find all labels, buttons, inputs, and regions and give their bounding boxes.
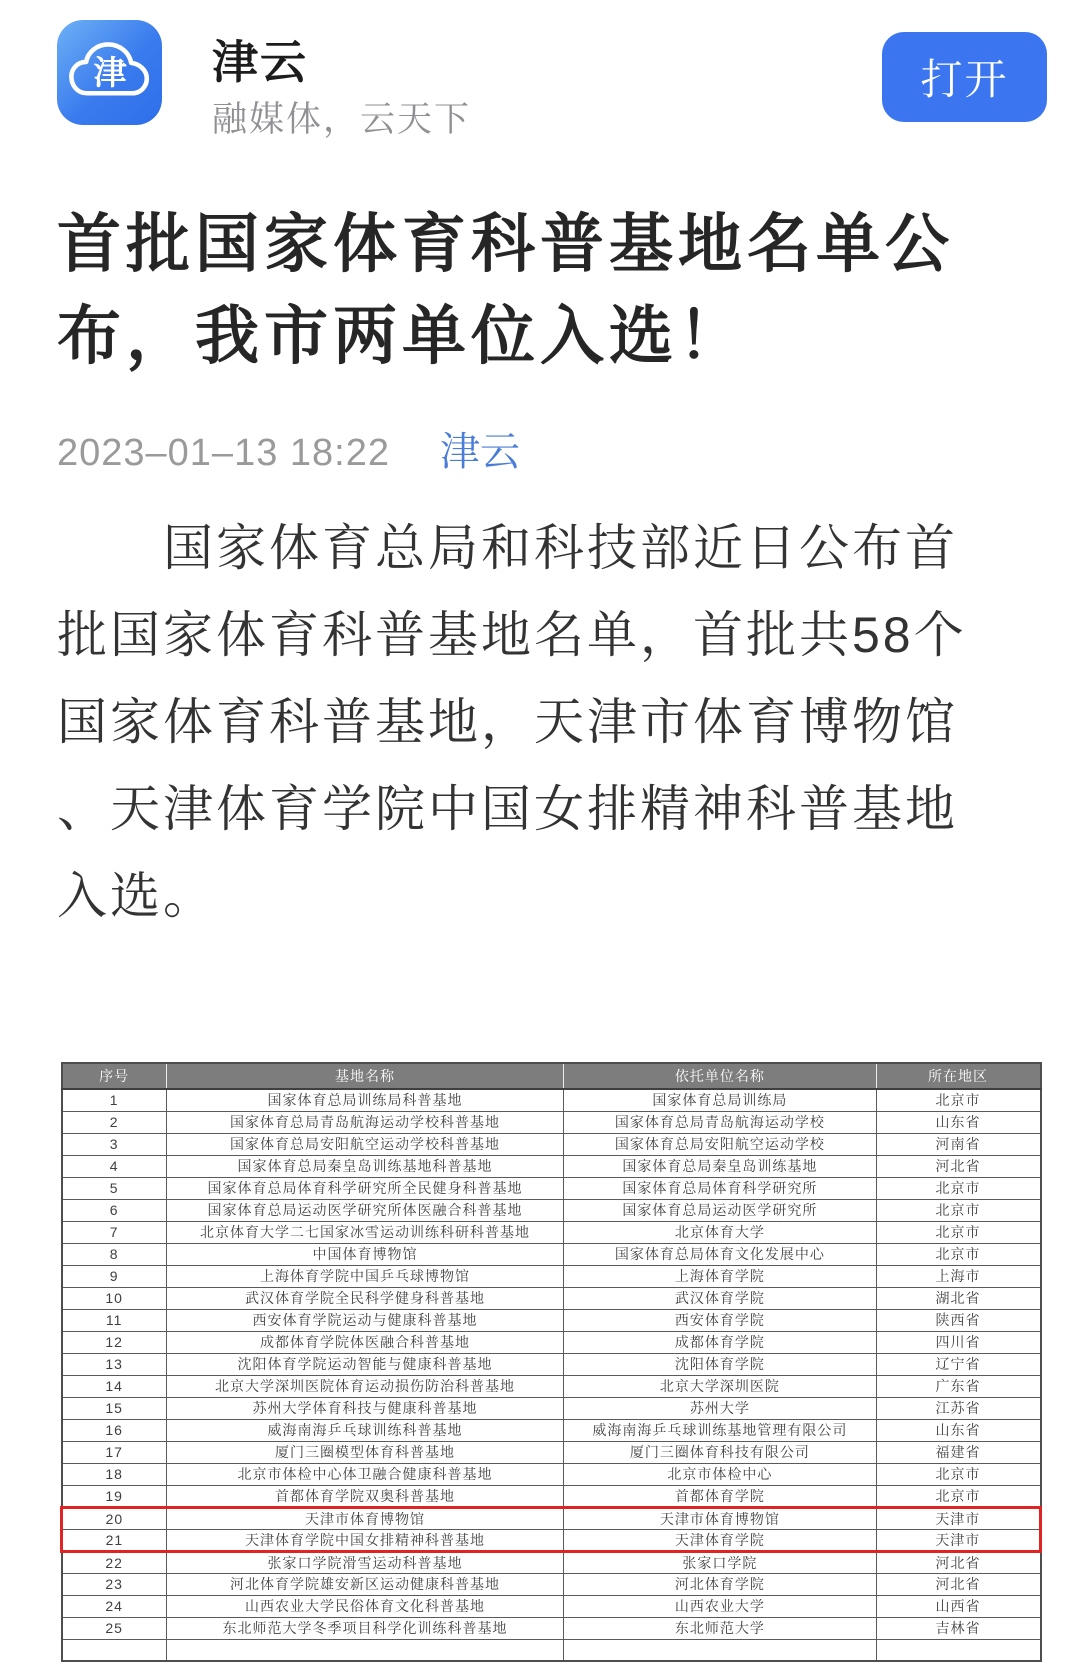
cell-index: 22	[62, 1551, 167, 1573]
cell-index: 4	[62, 1155, 167, 1177]
cell-base-name: 国家体育总局体育科学研究所全民健身科普基地	[166, 1177, 563, 1199]
cell-region: 辽宁省	[876, 1353, 1040, 1375]
cell-region: 福建省	[876, 1441, 1040, 1463]
cell-unit-name: 上海体育学院	[564, 1265, 876, 1287]
table-row	[62, 1507, 1041, 1529]
cell-base-name: 威海南海乒乓球训练科普基地	[166, 1419, 563, 1441]
cell-unit-name: 沈阳体育学院	[564, 1353, 876, 1375]
cell-unit-name	[564, 1639, 876, 1661]
cell-region: 陕西省	[876, 1309, 1040, 1331]
cell-index	[62, 1639, 167, 1661]
table-row	[62, 1199, 1041, 1221]
cell-base-name: 厦门三圈模型体育科普基地	[166, 1441, 563, 1463]
cell-index: 18	[62, 1463, 167, 1485]
cell-unit-name: 苏州大学	[564, 1397, 876, 1419]
header-region: 所在地区	[876, 1063, 1040, 1089]
cell-index: 15	[62, 1397, 167, 1419]
cell-unit-name: 北京市体检中心	[564, 1463, 876, 1485]
cloud-icon	[64, 27, 156, 119]
cell-index: 5	[62, 1177, 167, 1199]
app-tagline: 融媒体，云天下	[212, 100, 472, 139]
cell-unit-name: 国家体育总局运动医学研究所	[564, 1199, 876, 1221]
cell-index: 24	[62, 1595, 167, 1617]
cell-unit-name: 张家口学院	[564, 1551, 876, 1573]
cell-base-name: 国家体育总局秦皇岛训练基地科普基地	[166, 1155, 563, 1177]
cell-base-name: 国家体育总局训练局科普基地	[166, 1089, 563, 1111]
cell-region: 天津市	[876, 1507, 1040, 1529]
cell-index: 6	[62, 1199, 167, 1221]
header-index: 序号	[62, 1063, 167, 1089]
cell-region: 北京市	[876, 1089, 1040, 1111]
table-row	[62, 1573, 1041, 1595]
cell-unit-name: 国家体育总局秦皇岛训练基地	[564, 1155, 876, 1177]
cell-index: 17	[62, 1441, 167, 1463]
cell-unit-name: 国家体育总局训练局	[564, 1089, 876, 1111]
cell-unit-name: 东北师范大学	[564, 1617, 876, 1639]
table-row	[62, 1287, 1041, 1309]
cell-base-name: 上海体育学院中国乒乓球博物馆	[166, 1265, 563, 1287]
cell-index: 23	[62, 1573, 167, 1595]
cell-region: 广东省	[876, 1375, 1040, 1397]
cell-index: 25	[62, 1617, 167, 1639]
source-link[interactable]: 津云	[440, 430, 520, 474]
open-app-button[interactable]: 打开	[882, 32, 1047, 122]
article-meta	[57, 420, 520, 477]
jinyun-app-icon	[57, 20, 162, 125]
cell-region: 吉林省	[876, 1617, 1040, 1639]
cell-region: 上海市	[876, 1265, 1040, 1287]
cell-base-name: 国家体育总局运动医学研究所体医融合科普基地	[166, 1199, 563, 1221]
cell-base-name: 天津市体育博物馆	[166, 1507, 563, 1529]
cell-base-name: 沈阳体育学院运动智能与健康科普基地	[166, 1353, 563, 1375]
cell-region: 河北省	[876, 1551, 1040, 1573]
cell-unit-name: 国家体育总局青岛航海运动学校	[564, 1111, 876, 1133]
cell-base-name: 东北师范大学冬季项目科学化训练科普基地	[166, 1617, 563, 1639]
table-row	[62, 1243, 1041, 1265]
table-row	[62, 1551, 1041, 1573]
cell-region	[876, 1639, 1040, 1661]
cell-index: 20	[62, 1507, 167, 1529]
cell-region: 河南省	[876, 1133, 1040, 1155]
cell-base-name: 天津体育学院中国女排精神科普基地	[166, 1529, 563, 1551]
cell-region: 山东省	[876, 1419, 1040, 1441]
cell-index: 9	[62, 1265, 167, 1287]
table-row	[62, 1441, 1041, 1463]
cell-base-name: 张家口学院滑雪运动科普基地	[166, 1551, 563, 1573]
table-row	[62, 1221, 1041, 1243]
cell-index: 7	[62, 1221, 167, 1243]
cell-base-name: 国家体育总局青岛航海运动学校科普基地	[166, 1111, 563, 1133]
cell-index: 19	[62, 1485, 167, 1507]
table-row	[62, 1617, 1041, 1639]
cell-unit-name: 山西农业大学	[564, 1595, 876, 1617]
table-row	[62, 1375, 1041, 1397]
cell-region: 北京市	[876, 1485, 1040, 1507]
cell-unit-name: 武汉体育学院	[564, 1287, 876, 1309]
cell-region: 山西省	[876, 1595, 1040, 1617]
table-row	[62, 1463, 1041, 1485]
table-row-partial	[62, 1639, 1041, 1661]
cell-unit-name: 国家体育总局体育文化发展中心	[564, 1243, 876, 1265]
header-base-name: 基地名称	[166, 1063, 563, 1089]
cell-base-name: 北京市体检中心体卫融合健康科普基地	[166, 1463, 563, 1485]
cell-base-name: 山西农业大学民俗体育文化科普基地	[166, 1595, 563, 1617]
cell-base-name: 河北体育学院雄安新区运动健康科普基地	[166, 1573, 563, 1595]
table-row	[62, 1133, 1041, 1155]
cell-region: 北京市	[876, 1221, 1040, 1243]
cell-index: 8	[62, 1243, 167, 1265]
cell-region: 北京市	[876, 1199, 1040, 1221]
table-row	[62, 1155, 1041, 1177]
cell-base-name: 西安体育学院运动与健康科普基地	[166, 1309, 563, 1331]
cell-region: 北京市	[876, 1177, 1040, 1199]
cell-base-name: 国家体育总局安阳航空运动学校科普基地	[166, 1133, 563, 1155]
cell-unit-name: 厦门三圈体育科技有限公司	[564, 1441, 876, 1463]
cell-region: 河北省	[876, 1155, 1040, 1177]
table-row	[62, 1265, 1041, 1287]
cell-unit-name: 威海南海乒乓球训练基地管理有限公司	[564, 1419, 876, 1441]
cell-unit-name: 国家体育总局体育科学研究所	[564, 1177, 876, 1199]
cell-unit-name: 首都体育学院	[564, 1485, 876, 1507]
cell-base-name: 苏州大学体育科技与健康科普基地	[166, 1397, 563, 1419]
cell-index: 11	[62, 1309, 167, 1331]
table-row	[62, 1419, 1041, 1441]
table-body	[62, 1089, 1041, 1661]
app-name: 津云	[212, 36, 308, 88]
table-row	[62, 1111, 1041, 1133]
table-row	[62, 1529, 1041, 1551]
cell-unit-name: 成都体育学院	[564, 1331, 876, 1353]
cell-region: 山东省	[876, 1111, 1040, 1133]
base-list-table	[60, 1062, 1042, 1662]
table-row	[62, 1397, 1041, 1419]
cell-index: 16	[62, 1419, 167, 1441]
cell-unit-name: 西安体育学院	[564, 1309, 876, 1331]
table-row	[62, 1331, 1041, 1353]
cell-index: 14	[62, 1375, 167, 1397]
cell-base-name: 首都体育学院双奥科普基地	[166, 1485, 563, 1507]
cell-unit-name: 北京大学深圳医院	[564, 1375, 876, 1397]
cell-index: 13	[62, 1353, 167, 1375]
table-row	[62, 1595, 1041, 1617]
table-row	[62, 1177, 1041, 1199]
cell-base-name: 成都体育学院体医融合科普基地	[166, 1331, 563, 1353]
table-row	[62, 1309, 1041, 1331]
table-header-row	[62, 1063, 1041, 1089]
cell-index: 12	[62, 1331, 167, 1353]
cell-base-name: 中国体育博物馆	[166, 1243, 563, 1265]
cell-base-name	[166, 1639, 563, 1661]
table-row	[62, 1353, 1041, 1375]
cell-index: 10	[62, 1287, 167, 1309]
cell-unit-name: 北京体育大学	[564, 1221, 876, 1243]
cell-unit-name: 天津体育学院	[564, 1529, 876, 1551]
cell-region: 河北省	[876, 1573, 1040, 1595]
article-title: 首批国家体育科普基地名单公布，我市两单位入选！	[57, 208, 954, 372]
cell-region: 天津市	[876, 1529, 1040, 1551]
cell-base-name: 北京体育大学二七国家冰雪运动训练科研科普基地	[166, 1221, 563, 1243]
table-row	[62, 1485, 1041, 1507]
cell-region: 江苏省	[876, 1397, 1040, 1419]
cell-index: 3	[62, 1133, 167, 1155]
cell-base-name: 武汉体育学院全民科学健身科普基地	[166, 1287, 563, 1309]
cell-base-name: 北京大学深圳医院体育运动损伤防治科普基地	[166, 1375, 563, 1397]
cell-unit-name: 河北体育学院	[564, 1573, 876, 1595]
article-paragraph: 国家体育总局和科技部近日公布首批国家体育科普基地名单，首批共58个国家体育科普基地，天津市体育博物馆、天津体育学院中国女排精神科普基地入选。	[57, 520, 967, 924]
cell-region: 湖北省	[876, 1287, 1040, 1309]
publish-date: 2023–01–13 18:22	[57, 432, 390, 474]
cell-region: 北京市	[876, 1463, 1040, 1485]
cell-index: 2	[62, 1111, 167, 1133]
cell-region: 北京市	[876, 1243, 1040, 1265]
header-unit-name: 依托单位名称	[564, 1063, 876, 1089]
cell-region: 四川省	[876, 1331, 1040, 1353]
cell-unit-name: 国家体育总局安阳航空运动学校	[564, 1133, 876, 1155]
cell-index: 21	[62, 1529, 167, 1551]
cell-index: 1	[62, 1089, 167, 1111]
cell-unit-name: 天津市体育博物馆	[564, 1507, 876, 1529]
table-row	[62, 1089, 1041, 1111]
icon-character: 津	[92, 54, 127, 92]
